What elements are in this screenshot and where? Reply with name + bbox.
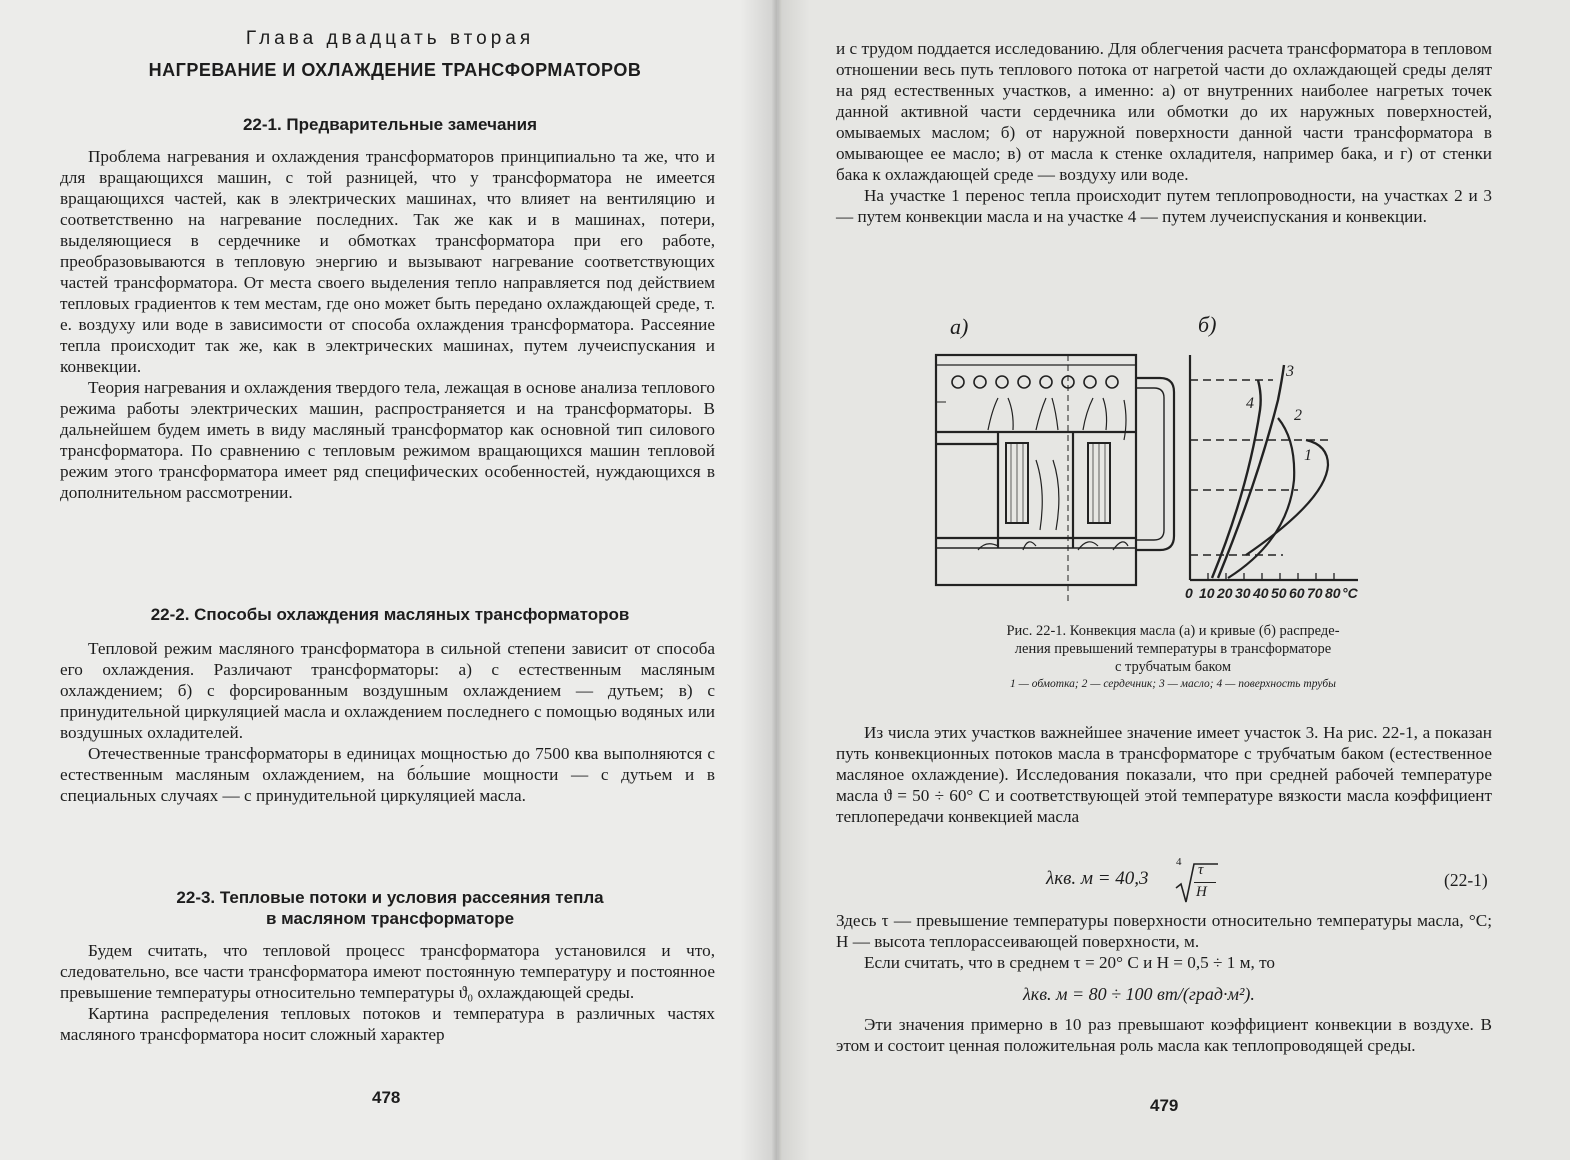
section-3-title-line-1: 22-3. Тепловые потоки и условия рассеяния тепла [176,888,604,907]
paragraph: Будем считать, что тепловой процесс трансформатора установился и что, следовательно, все части трансформатора имеют постоянную температуру и постоянное превышение температуры относительно температуры ϑ₀ охлаждающей среды. [60,941,715,1002]
fraction-bar [1194,882,1216,883]
figure-label-a: а) [950,314,969,339]
tick-label: 50 [1271,585,1287,601]
figure-22-1 [928,340,1408,615]
equation-number: (22-1) [1444,870,1488,890]
figure-legend: 1 — обмотка; 2 — сердечник; 3 — масло; 4 — поверхность трубы [1010,678,1336,690]
section-3-title-line-2: в масляном трансформаторе [265,909,515,928]
figure-caption [938,622,1408,676]
tick-label: 60 [1289,585,1305,601]
section-2-title: 22-2. Способы охлаждения масляных трансформаторов [150,605,630,624]
page-number: 479 [1150,1096,1179,1115]
chapter-label: Глава двадцать вторая [245,28,535,49]
page-number: 478 [372,1088,401,1107]
formula-lhs: λкв. м = 40,3 [1046,868,1149,889]
paragraph: Здесь τ — превышение температуры поверхности относительно температуры масла, °C; H — высота теплорассеивающей поверхности, м. [836,911,1492,951]
curve-label-1: 1 [1304,447,1312,464]
formula-2: λкв. м = 80 ÷ 100 вт/(град·м²). [1023,984,1255,1004]
paragraph: Эти значения примерно в 10 раз превышают коэффициент конвекции в воздухе. В этом и состоит ценная положительная роль масла как теплопроводящей среды. [836,1015,1492,1055]
root-index: 4 [1176,856,1182,868]
section-3-title [80,887,700,929]
curve-label-2: 2 [1294,407,1302,424]
section-2-body [60,638,715,806]
formula-numerator: τ [1198,862,1204,878]
tick-label: 80 [1325,585,1341,601]
transformer-tank-diagram [936,355,1174,605]
tick-label: 70 [1307,585,1323,601]
right-mid-body [836,722,1492,827]
paragraph: Отечественные трансформаторы в единицах мощностью до 7500 ква выполняются с естественным масляным охлаждением, на бо́льшие мощности — с дутьем и в специальных случаях — с принудительной циркуляцией масла. [60,744,715,805]
tick-label: 0 [1185,585,1193,601]
paragraph: и с трудом поддается исследованию. Для облегчения расчета трансформатора в тепловом отношении весь путь теплового потока от нагретой части до охлаждающей среды делят на ряд естественных участков, а именно: а) от внутренних наиболее нагретых точек данной активной части сердечника или обмотки до их наружных поверхностей, омываемых маслом; б) от наружной поверхности данной части трансформатора в омывающее ее масло; в) от масла к стенке охладителя, например бака, и г) от стенки бака к охлаждающей среде — воздуху или воде. [836,39,1492,184]
formula-22-1 [1046,856,1306,904]
tick-label: 20 [1217,585,1233,601]
curve-2 [1228,418,1294,578]
section-1-body [60,146,715,503]
curve-label-4: 4 [1246,395,1254,412]
section-3-body [60,940,715,1045]
paragraph: Из числа этих участков важнейшее значение имеет участок 3. На рис. 22-1, а показан путь конвекционных потоков масла в трансформаторе с трубчатым баком (естественное масляное охлаждение). Исследования показали, что при средней рабочей температуре масла ϑ = 50 ÷ 60° C и соответствующей этой температуре вязкости масла коэффициент теплопередачи конвекцией масла [836,723,1492,826]
chapter-title: НАГРЕВАНИЕ И ОХЛАЖДЕНИЕ ТРАНСФОРМАТОРОВ [148,60,642,80]
right-top-body [836,38,1492,227]
left-page [0,0,778,1160]
right-page [778,0,1570,1160]
right-lower-body [836,910,1492,973]
tick-label: 10 [1199,585,1215,601]
right-bottom-body [836,1014,1492,1056]
figure-label-b: б) [1198,312,1217,337]
caption-line-3: с трубчатым баком [1114,659,1232,675]
caption-line-2: ления превышений температуры в трансформаторе [1014,641,1332,657]
paragraph: На участке 1 перенос тепла происходит путем теплопроводности, на участках 2 и 3 — путем конвекции масла и на участке 4 — путем лучеиспускания и конвекции. [836,186,1492,226]
paragraph: Если считать, что в среднем τ = 20° C и H = 0,5 ÷ 1 м, то [864,953,1276,972]
curve-label-3: 3 [1286,363,1294,380]
paragraph: Тепловой режим масляного трансформатора в сильной степени зависит от способа его охлаждения. Различают трансформаторы: а) с естественным масляным охлаждением; б) с форсированным воздушным охлаждением — дутьем; в) с принудительной циркуляцией масла и охлаждением последнего с помощью водяных или воздушных охладителей. [60,639,715,742]
paragraph: Проблема нагревания и охлаждения трансформаторов принципиально та же, что и для вращающихся машин, с той разницей, что у трансформатора не имеется вращающихся частей, как в электрических машинах, что влияет на вентиляцию и соответственно на нагревание последних. Так же как и в машинах, потери, выделяющиеся в сердечнике и обмотках трансформатора при его работе, преобразовываются в тепловую энергию и вызывают нагревание соответствующих частей трансформатора. От места своего выделения тепло направляется под действием тепловых градиентов к тем местам, где оно может быть передано охлаждающей среде, т. е. воздуху или воде в зависимости от способа охлаждения трансформатора. Рассеяние тепла происходит так же, как в электрических машинах, путем лучеиспускания и конвекции. [60,147,715,376]
curve-1 [1246,440,1328,555]
caption-line-1: Рис. 22-1. Конвекция масла (а) и кривые (б) распреде- [1006,623,1340,639]
tick-label: 40 [1253,585,1269,601]
temperature-curves-plot [1190,355,1358,580]
tick-label: 30 [1235,585,1251,601]
section-1-title: 22-1. Предварительные замечания [242,115,538,134]
paragraph: Теория нагревания и охлаждения твердого тела, лежащая в основе анализа теплового режима работы электрических машин, распространяется и на трансформаторы. В дальнейшем будем иметь в виду масляный трансформатор как основной тип силового трансформатора. По сравнению с тепловым режимом вращающихся машин тепловой режим этого трансформатора имеет ряд специфических особенностей, нуждающихся в дополнительном рассмотрении. [60,378,715,502]
tick-label: °C [1342,585,1358,601]
paragraph: Картина распределения тепловых потоков и температура в различных частях масляного трансформатора носит сложный характер [60,1004,715,1044]
formula-denominator: H [1196,884,1207,900]
